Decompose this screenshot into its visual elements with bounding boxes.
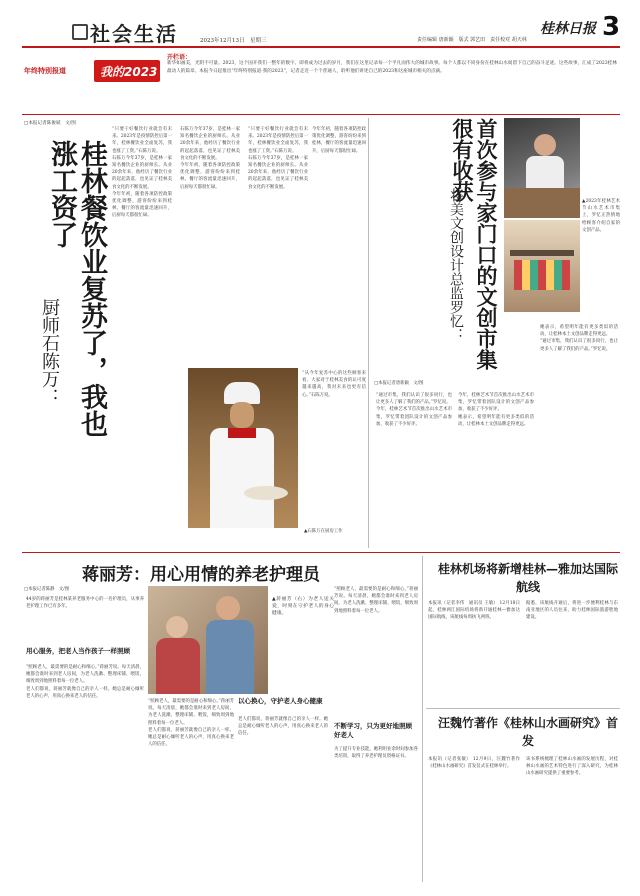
s3-p3b: 老人们都说，蒋丽芳就像自己的亲人一样。她总是耐心倾听老人的心声，用真心换来老人的信任。 — [148, 727, 234, 748]
col-divider-1 — [368, 118, 369, 548]
date-line: 2023年12月13日 星期三 — [200, 38, 267, 44]
story1-col3 — [248, 126, 308, 366]
story1-p2: 石陈万今年37岁，是桂林一家知名餐饮企业的厨师长。从业20余年来，他经历了餐饮行业的起起落落，也见证了桂林美食文化的不断发展。 — [112, 155, 172, 190]
story1-quote: “从今年复苏中心的这些顾客来看，大家对于桂林美食的认可度越来越高，我对未来也更有信心。”石陈万说。 — [302, 371, 366, 398]
s4-p1: 12月18日起，桂林两江国际机场将新开通桂林—雅加达国际航线，该航线每周执飞两班。 — [428, 601, 520, 621]
story1-byline: □本报记者陈俊斌 文/图 — [24, 121, 76, 126]
photo-stall — [504, 188, 580, 218]
intro-rule — [22, 114, 620, 115]
story5 — [426, 712, 620, 882]
story5-headline: 汪魏竹著作《桂林山水画研究》首发 — [438, 716, 619, 748]
s3-p2: “照顾老人，最需要的是耐心和细心。”蒋丽芳说。每天清晨，她都会准时来到老人房间，为老人洗漱、整理床铺、喂饭，细致周到地照料着每一位老人。 — [26, 665, 144, 685]
page-number: 3 — [602, 12, 621, 42]
story3-col1b — [26, 664, 144, 878]
masthead-rule — [22, 46, 620, 48]
s2-p1b: “通过市集，我们认识了很多同行，也让更多人了解了我们的产品。”罗忆说。 — [540, 339, 618, 352]
story2-col3 — [540, 324, 618, 542]
s3-p1: 44岁的蒋丽芳是桂林某养老服务中心的一名护理员，从事养老护理工作已有多年。 — [26, 597, 144, 610]
story3-photo — [148, 586, 268, 694]
story3-col3 — [238, 716, 328, 878]
story2-photo-2 — [504, 220, 580, 312]
story4 — [426, 556, 620, 706]
intro-badge — [22, 60, 160, 82]
mid-rule — [22, 552, 620, 553]
s4-p2: 据悉，该航线开通后，将进一步便利桂林与东南亚地区的人员往来，助力桂林国际旅游胜地建设。 — [526, 601, 618, 621]
story3-headline: 蒋丽芳：用心用情的养老护理员 — [82, 565, 320, 585]
story1-p3: 今年年初，随着各项防控政策优化调整，游客纷纷来到桂林，餐厅的客流量迅速回升，后厨每天都很忙碌。 — [112, 191, 172, 219]
story2-subhead: 将美文创设计总监罗忆： — [448, 188, 464, 342]
story3-col4 — [334, 586, 418, 716]
paper-name: 桂林日报 — [540, 21, 596, 37]
chef-face — [230, 402, 254, 428]
editor-line: 责任编辑 唐新颖 版式 郭艺田 责任校对 胡天林 — [417, 37, 527, 43]
story2-col1 — [376, 392, 452, 542]
s2-p3: 她表示，希望明年能有更多类似的活动，让桂林本土文创品牌走得更远。 — [458, 414, 534, 427]
col-divider-2 — [422, 556, 423, 882]
story1-col1 — [112, 126, 172, 526]
s2-p2: 今年，桂林艺术节首次推出山水艺术市集，罗忆带着团队设计的文创产品参加，收获了不少好评。 — [376, 407, 452, 427]
s5-p1: 12月9日，汪魏竹著作《桂林山水画研究》首发仪式在桂林举行。 — [428, 757, 520, 770]
chef-jacket — [210, 428, 274, 528]
story2-byline: □本报记者唐新颖 文/图 — [374, 381, 424, 386]
story3-sub2: 以心换心，守护老人身心健康 — [238, 697, 323, 705]
story3-caption: ▲蒋丽芳（右）为老人送关爱，时刻在守护老人的身心健康。 — [272, 597, 334, 617]
s3-p4: 为了提升专业技能，她利用业余时间参加各类培训，取得了养老护理员资格证书。 — [334, 747, 418, 760]
story2 — [372, 118, 620, 548]
chef-hat — [224, 382, 260, 404]
s3-p2c: “照顾老人，最需要的是耐心和细心。”蒋丽芳说。每天清晨，她都会准时来到老人房间，为老人洗漱、整理床铺、喂饭，细致周到地照料着每一位老人。 — [334, 587, 418, 614]
story5-col2 — [526, 756, 618, 880]
section-title: 社会生活 — [90, 22, 178, 46]
story4-col1 — [428, 600, 520, 704]
story3 — [22, 556, 418, 882]
story2-caption: ▲2023年桂林艺术节山水艺术市集上，罗忆正热情地给顾客介绍自家的文创产品。 — [582, 199, 620, 233]
story4-col2 — [526, 600, 618, 704]
story1-col2-text: 石陈万今年37岁，是桂林一家知名餐饮企业的厨师长。从业20余年来，他经历了餐饮行业的起起落落，也见证了桂林美食文化的不断发展。 — [180, 127, 240, 161]
story3-byline: □本报记者陈静 文/图 — [24, 587, 70, 592]
s3-p3: 老人们都说，蒋丽芳就像自己的亲人一样。她总是耐心倾听老人的心声，用真心换来老人的信任。 — [26, 686, 144, 699]
photo-elder — [166, 616, 188, 638]
badge-year: 我的2023 — [100, 65, 158, 79]
story3-col5 — [334, 746, 418, 878]
badge-label: 年终特别报道 — [24, 67, 66, 75]
story1 — [22, 118, 366, 548]
s3-p3c: 老人们都说，蒋丽芳就像自己的亲人一样。她总是耐心倾听老人的心声，用真心换来老人的信任。 — [238, 717, 328, 737]
story3-sub3: 不断学习，只为更好地照顾好老人 — [334, 722, 412, 739]
story2-headline: 首次参与家门口的文创市集很有收获 — [450, 118, 498, 370]
s5-p2: 该书系统梳理了桂林山水画的发展历程，对桂林山水画的艺术特色进行了深入研究，为桂林山水画研究提供了重要参考。 — [526, 757, 618, 777]
story3-col2 — [148, 698, 234, 878]
story5-col1 — [428, 756, 520, 880]
chef-collar — [228, 428, 256, 438]
story4-headline: 桂林机场将新增桂林—雅加达国际航线 — [438, 562, 619, 594]
photo-elder-body — [156, 638, 200, 694]
intro-block — [22, 50, 620, 112]
s2-p3b: 她表示，希望明年能有更多类似的活动，让桂林本土文创品牌走得更远。 — [540, 325, 618, 338]
story1-headline: 桂林餐饮业复苏了，我也涨工资了 — [46, 140, 107, 437]
story1-col4 — [312, 126, 366, 366]
story2-photo — [504, 118, 580, 218]
plate — [244, 486, 288, 500]
s2-p2b: 今年，桂林艺术节首次推出山水艺术市集，罗忆带着团队设计的文创产品参加，收获了不少好评。 — [458, 393, 534, 413]
photo-caregiver-body — [206, 620, 254, 694]
story1-col2-text2: 今年年初，随着各项防控政策优化调整，游客纷纷来到桂林，餐厅的客流量迅速回升，后厨每天都很忙碌。 — [180, 163, 240, 190]
story1-col3-text2: 石陈万今年37岁，是桂林一家知名餐饮企业的厨师长。从业20余年来，他经历了餐饮行业的起起落落，也见证了桂林美食文化的不断发展。 — [248, 155, 308, 190]
story2-col2 — [458, 392, 534, 542]
story1-col4-text: 今年年初，随着各项防控政策优化调整，游客纷纷来到桂林，餐厅的客流量迅速回升，后厨每天都很忙碌。 — [312, 127, 366, 154]
intro-title: 开栏语： — [167, 54, 192, 61]
story1-photo-chef — [188, 368, 298, 528]
right-rule — [426, 708, 620, 709]
story3-sub1: 用心服务，把老人当作孩子一样照顾 — [26, 647, 130, 655]
photo-person — [534, 134, 556, 156]
story3-col1 — [26, 596, 144, 642]
photo-shelf — [510, 250, 574, 256]
story1-caption: ▲石陈万在厨房工作 — [304, 529, 343, 534]
masthead-ornament — [72, 24, 88, 40]
story1-subhead: 厨师石陈万： — [39, 298, 60, 406]
story1-p1: “只要干好餐饮行业就会有未来。2023年是疫情防控后第一年，桂林餐饮业全面复苏，我也涨了工资。”石陈万说。 — [112, 127, 172, 154]
photo-items — [514, 260, 570, 290]
s2-p1: “通过市集，我们认识了很多同行，也让更多人了解了我们的产品。”罗忆说。 — [376, 393, 452, 406]
s3-p2b: “照顾老人，最需要的是耐心和细心。”蒋丽芳说。每天清晨，她都会准时来到老人房间，为老人洗漱、整理床铺、喂饭，细致周到地照料着每一位老人。 — [148, 699, 234, 726]
s5-byline: 本报讯（记者张敏） — [428, 757, 472, 762]
photo-caregiver — [216, 596, 240, 620]
story1-col3-text: “只要干好餐饮行业就会有未来。2023年是疫情防控后第一年，桂林餐饮业全面复苏，我也涨了工资。”石陈万说。 — [248, 127, 308, 154]
masthead — [22, 12, 622, 46]
intro-body: 新华如画美，光阴不可量。2023，这个国开我们一整年的数字。即将成为过去的岁月，我们在这里记录每一个平凡而伟大的城市故事。每个人都以不同身份在桂林山水间留下自己的奋斗足迹。这些故事，汇成了2023桂林最动人的篇章。本报今日起推出“年终特别报道·我的2023”，记者走近一个个普通人，聆听他们讲述自己的2023和这座城市相关的点滴。 — [167, 61, 617, 74]
s4-byline: 本报讯（记者李伟 通讯员 王敏） — [428, 601, 498, 606]
